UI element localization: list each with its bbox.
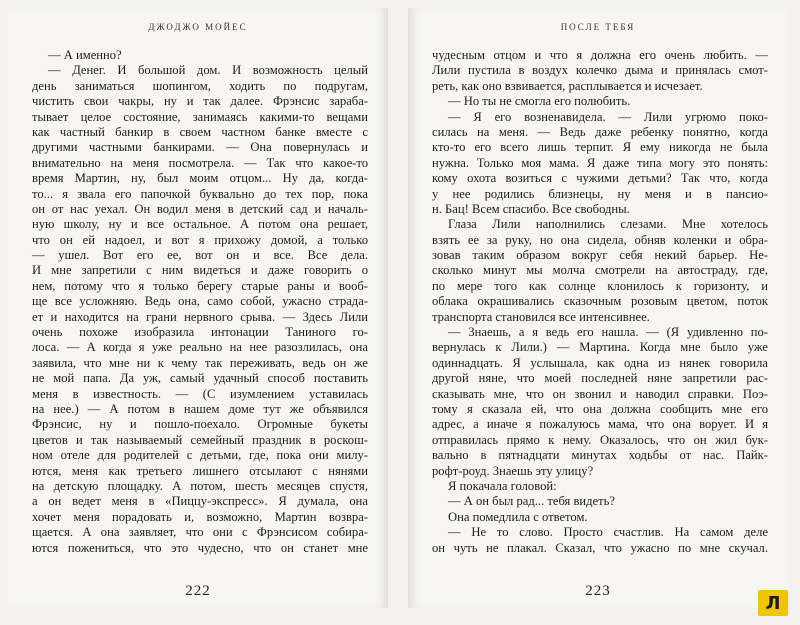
text-line: другой няне, что моей последней няне запретили рас- bbox=[432, 371, 768, 386]
text-line: транспорта становился все интенсивнее. bbox=[432, 309, 650, 324]
text-line: н. Бац! Всем спасибо. Все свободны. bbox=[432, 201, 630, 216]
text-line: ще все усложняю. Ведь она, само собой, ужасно страда- bbox=[32, 294, 368, 309]
text-line: что он ей надоел, и вот я прихожу домой, а только bbox=[32, 232, 368, 247]
text-line: то... я звала его папочкой буквально до тех пор, пока bbox=[32, 186, 368, 201]
text-line: у нее родились близнецы, ну меня и в пансио- bbox=[432, 186, 768, 201]
text-line: И мне запретили с ним видеться и даже говорить о bbox=[32, 263, 368, 278]
text-line: он от нас уехал. Он водил меня в детский сад и началь- bbox=[32, 201, 368, 216]
text-line: тывает целое состояние, занимаясь какими-то вещами bbox=[32, 109, 368, 124]
page-number-right: 223 bbox=[585, 583, 611, 599]
text-line: — Денег. И большой дом. И возможность целый bbox=[48, 63, 368, 78]
right-page bbox=[408, 8, 788, 608]
running-head-left: ДЖОДЖО МОЙЕС bbox=[148, 22, 248, 32]
text-line: силась на меня. — Ведь даже ребенку понятно, когда bbox=[432, 124, 768, 139]
text-line: — А он был рад... тебя видеть? bbox=[448, 494, 616, 509]
text-line: вально в пятнадцати минутах ходьбы от нас. Пайк- bbox=[432, 448, 768, 463]
right-page-text bbox=[432, 48, 768, 556]
text-line: Глаза Лили наполнились слезами. Мне хотелось bbox=[448, 217, 768, 232]
text-line: рофт-роуд. Знаешь эту улицу? bbox=[432, 463, 594, 478]
text-line: очень похоже изобразила интонации Таниного го- bbox=[32, 325, 368, 340]
text-line: тому я сказала ей, что она должна сообщить мне его bbox=[432, 401, 768, 416]
text-line: кому охота возиться с чужими детьми? Так что, когда bbox=[432, 171, 768, 186]
text-line: заявила, что мне ни к чему так переживать, ведь он же bbox=[32, 355, 368, 370]
text-line: одиннадцать. Я услышала, как одна из нянек говорила bbox=[432, 355, 768, 370]
text-line: внимательно на меня посмотрела. — Так что какое-то bbox=[32, 155, 368, 170]
text-line: сколько минут мы молча смотрели на автостраду, где, bbox=[432, 263, 768, 278]
text-line: взять ее за руку, но она сидела, обняв коленки и обра- bbox=[432, 232, 768, 247]
text-line: — А именно? bbox=[48, 48, 122, 62]
publisher-logo bbox=[758, 590, 788, 616]
text-line: нем, потому что я только берегу старые раны и вооб- bbox=[32, 278, 368, 293]
text-line: меня в известность. — (С изумлением уставилась bbox=[32, 386, 368, 401]
text-line: — Знаешь, а я ведь его нашла. — (Я удивленно по- bbox=[448, 325, 768, 340]
text-line: чистить свои чакры, ну и так далее. Фрэнсис зараба- bbox=[32, 94, 368, 109]
text-line: цветов и так называемый семейный праздник в роскош- bbox=[32, 432, 368, 447]
text-line: он чуть не плакал. Сказал, что ужасно по мне скучал. bbox=[432, 540, 768, 555]
text-line: ном отеле для родителей с детьми, где, пока они милу- bbox=[32, 448, 368, 463]
left-page-text bbox=[32, 48, 368, 556]
text-line: по мере того как солнце клонилось к горизонту, и bbox=[432, 278, 768, 293]
text-line: — Но ты не смогла его полюбить. bbox=[448, 94, 631, 109]
text-line: облака окрашивались сказочным розовым цветом, поток bbox=[432, 294, 768, 309]
text-line: сказывать мне, что он звонил и наводил справки. Поэ- bbox=[432, 386, 768, 401]
text-line: щается. А она заявляет, что они с Фрэнсисом собира- bbox=[32, 525, 368, 540]
text-line: не мой папа. Да уж, самый удачный способ поставить bbox=[32, 371, 368, 386]
text-line: Она помедлила с ответом. bbox=[448, 509, 588, 524]
text-line: ет и находится на грани нервного срыва. — Здесь Лили bbox=[32, 309, 368, 324]
text-line: — Не то слово. Просто счастлив. На самом деле bbox=[448, 525, 768, 540]
text-line: как частный банкир в своем частном банке вместе с bbox=[32, 124, 368, 139]
running-head-right: ПОСЛЕ ТЕБЯ bbox=[560, 22, 636, 32]
text-line: кто-то его всего лишь терпит. Я ему никогда не была bbox=[432, 140, 768, 155]
text-line: время Мартин, ну, был моим отцом... Ну да, когда- bbox=[32, 171, 368, 186]
text-line: адрес, а иначе я пожалуюсь мама, что она ворует. И я bbox=[432, 417, 768, 432]
publisher-logo-letter: Л bbox=[765, 592, 781, 614]
text-line: — Я его возненавидела. — Лили угрюмо поко- bbox=[448, 109, 768, 124]
text-line: ную школу, ну и все остальное. А потом она решает, bbox=[32, 217, 368, 232]
text-line: чудесным отцом и что я должна его очень любить. — bbox=[432, 48, 768, 62]
text-line: нужна. Только моя мама. Я даже типа могу это понять: bbox=[432, 155, 768, 170]
left-page bbox=[8, 8, 388, 608]
text-line: зовав таким образом вокруг себя некий барьер. Не- bbox=[432, 248, 768, 263]
text-line: другими частными банкирами. — Она повернулась и bbox=[32, 140, 368, 155]
text-line: вернулась к Лили.) — Мартина. Когда мне было уже bbox=[432, 340, 768, 355]
page-number-left: 222 bbox=[185, 583, 211, 599]
text-line: ются, меня как третьего лишнего отсылают с нянями bbox=[32, 463, 368, 478]
text-line: на детскую площадку. А потом, шесть месяцев спустя, bbox=[32, 478, 368, 493]
text-line: отправилась прямо к нему. Оказалось, что он жил бук- bbox=[432, 432, 768, 447]
text-line: а он ведет меня в «Пиццу-экспресс». Я думала, она bbox=[32, 494, 368, 509]
text-line: Фрэнсис, ну и пошло-поехало. Огромные букеты bbox=[32, 417, 368, 432]
text-line: Лили пустила в воздух колечко дыма и принялась смот- bbox=[432, 63, 768, 78]
text-line: — ушел. Вот его ее, вот он и все. Все дела. bbox=[32, 248, 368, 263]
text-line: лоса. — А когда я уже реально на нее разозлилась, она bbox=[32, 340, 368, 355]
text-line: на нее.) — А потом в нашем доме тут же объявился bbox=[32, 401, 368, 416]
text-line: реть, как оно взвивается, расплывается и исчезает. bbox=[432, 78, 703, 93]
text-line: день заниматься шопингом, ходить по подругам, bbox=[32, 78, 368, 93]
text-line: Я покачала головой: bbox=[448, 478, 557, 493]
text-line: ются пожениться, что это чудесно, что он станет мне bbox=[32, 540, 368, 555]
text-line: хочет меня порадовать и, возможно, Мартин возвра- bbox=[32, 509, 368, 524]
